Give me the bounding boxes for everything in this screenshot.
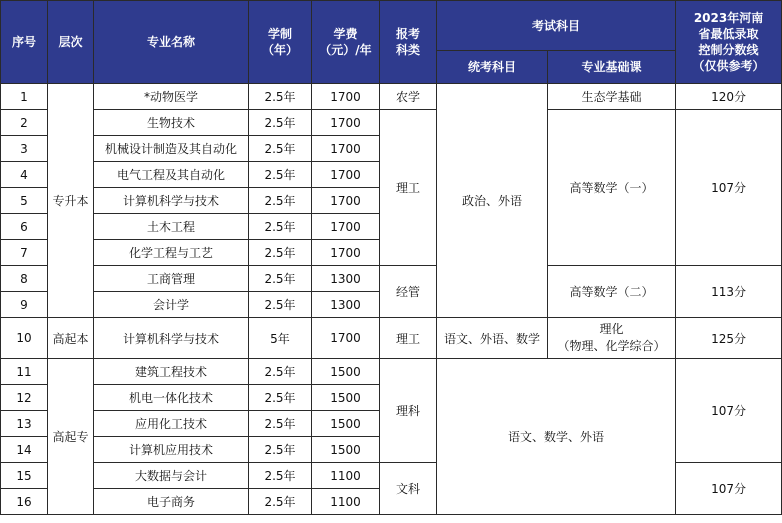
header-exam-subjects: 考试科目	[437, 1, 676, 51]
cell-category-liberal: 文科	[380, 463, 437, 515]
cell-fee: 1700	[312, 188, 380, 214]
header-duration-line1: 学制	[267, 27, 292, 41]
cell-score-11-14: 107分	[676, 359, 782, 463]
cell-major: 土木工程	[94, 214, 249, 240]
header-basic-course: 专业基础课	[548, 51, 676, 84]
header-tuition-line2: （元）/年	[319, 43, 372, 57]
table-row	[1, 84, 782, 110]
cell-fee: 1700	[312, 162, 380, 188]
cell-no: 2	[1, 110, 48, 136]
cell-no: 5	[1, 188, 48, 214]
cell-fee: 1700	[312, 110, 380, 136]
table-row	[1, 110, 782, 136]
cell-duration: 2.5年	[249, 266, 312, 292]
cell-no: 14	[1, 437, 48, 463]
cell-no: 1	[1, 84, 48, 110]
cell-duration: 2.5年	[249, 162, 312, 188]
cell-no: 3	[1, 136, 48, 162]
cell-duration: 5年	[249, 318, 312, 359]
cell-no: 12	[1, 385, 48, 411]
cell-fee: 1700	[312, 240, 380, 266]
header-duration-line2: （年）	[261, 43, 298, 57]
cell-basic-ecology: 生态学基础	[548, 84, 676, 110]
cell-duration: 2.5年	[249, 463, 312, 489]
cell-fee: 1700	[312, 214, 380, 240]
cell-duration: 2.5年	[249, 110, 312, 136]
header-min-score	[676, 1, 782, 84]
table-row	[1, 266, 782, 292]
header-min-score-line3: 控制分数线	[698, 43, 759, 57]
header-min-score-line2: 省最低录取	[698, 27, 759, 41]
cell-score-10: 125分	[676, 318, 782, 359]
cell-major: 生物技术	[94, 110, 249, 136]
header-major: 专业名称	[94, 1, 249, 84]
cell-major: 计算机应用技术	[94, 437, 249, 463]
cell-major: 大数据与会计	[94, 463, 249, 489]
cell-category-agri: 农学	[380, 84, 437, 110]
cell-no: 7	[1, 240, 48, 266]
cell-major: 电气工程及其自动化	[94, 162, 249, 188]
cell-fee: 1300	[312, 292, 380, 318]
cell-unified-upgrade: 政治、外语	[437, 84, 548, 318]
header-duration	[249, 1, 312, 84]
cell-level-upgrade: 专升本	[48, 84, 94, 318]
cell-duration: 2.5年	[249, 437, 312, 463]
cell-duration: 2.5年	[249, 214, 312, 240]
cell-major: 化学工程与工艺	[94, 240, 249, 266]
cell-major: *动物医学	[94, 84, 249, 110]
cell-duration: 2.5年	[249, 240, 312, 266]
cell-duration: 2.5年	[249, 188, 312, 214]
cell-no: 10	[1, 318, 48, 359]
cell-duration: 2.5年	[249, 385, 312, 411]
cell-category-sci-eng-10: 理工	[380, 318, 437, 359]
cell-fee: 1700	[312, 136, 380, 162]
cell-fee: 1700	[312, 318, 380, 359]
cell-category-sci-eng: 理工	[380, 110, 437, 266]
cell-unified-hs-bachelor: 语文、外语、数学	[437, 318, 548, 359]
cell-fee: 1500	[312, 437, 380, 463]
cell-score-8-9: 113分	[676, 266, 782, 318]
cell-duration: 2.5年	[249, 136, 312, 162]
cell-duration: 2.5年	[249, 489, 312, 515]
table-row	[1, 318, 782, 359]
cell-no: 15	[1, 463, 48, 489]
header-min-score-line4: （仅供参考）	[692, 59, 765, 73]
cell-no: 16	[1, 489, 48, 515]
cell-no: 4	[1, 162, 48, 188]
cell-basic-math2: 高等数学（二）	[548, 266, 676, 318]
cell-no: 11	[1, 359, 48, 385]
cell-fee: 1500	[312, 359, 380, 385]
cell-major: 计算机科学与技术	[94, 188, 249, 214]
header-row	[1, 1, 782, 51]
cell-duration: 2.5年	[249, 84, 312, 110]
cell-no: 6	[1, 214, 48, 240]
cell-fee: 1500	[312, 385, 380, 411]
cell-major: 工商管理	[94, 266, 249, 292]
cell-major: 机电一体化技术	[94, 385, 249, 411]
cell-level-hs-bachelor: 高起本	[48, 318, 94, 359]
header-category	[380, 1, 437, 84]
cell-no: 9	[1, 292, 48, 318]
header-category-line1: 报考	[395, 27, 420, 41]
header-tuition	[312, 1, 380, 84]
cell-score-2-7: 107分	[676, 110, 782, 266]
cell-category-econ-mgmt: 经管	[380, 266, 437, 318]
physchem-line2: （物理、化学综合）	[557, 339, 666, 353]
cell-duration: 2.5年	[249, 292, 312, 318]
header-min-score-line1: 2023年河南	[693, 11, 764, 25]
table-row	[1, 359, 782, 385]
cell-major: 机械设计制造及其自动化	[94, 136, 249, 162]
header-category-line2: 科类	[395, 43, 420, 57]
cell-unified-hs-college: 语文、数学、外语	[437, 359, 676, 515]
cell-duration: 2.5年	[249, 359, 312, 385]
cell-major: 应用化工技术	[94, 411, 249, 437]
header-tuition-line1: 学费	[333, 27, 358, 41]
cell-level-hs-college: 高起专	[48, 359, 94, 515]
cell-duration: 2.5年	[249, 411, 312, 437]
cell-fee: 1500	[312, 411, 380, 437]
cell-major: 会计学	[94, 292, 249, 318]
cell-basic-math1: 高等数学（一）	[548, 110, 676, 266]
cell-fee: 1100	[312, 489, 380, 515]
cell-category-science: 理科	[380, 359, 437, 463]
header-index: 序号	[1, 1, 48, 84]
cell-fee: 1300	[312, 266, 380, 292]
cell-score-1: 120分	[676, 84, 782, 110]
cell-major: 建筑工程技术	[94, 359, 249, 385]
header-level: 层次	[48, 1, 94, 84]
header-unified-exam: 统考科目	[437, 51, 548, 84]
cell-no: 13	[1, 411, 48, 437]
cell-basic-physchem	[548, 318, 676, 359]
cell-no: 8	[1, 266, 48, 292]
cell-fee: 1700	[312, 84, 380, 110]
cell-major: 计算机科学与技术	[94, 318, 249, 359]
physchem-line1: 理化	[599, 322, 624, 336]
cell-major: 电子商务	[94, 489, 249, 515]
cell-score-15-16: 107分	[676, 463, 782, 515]
cell-fee: 1100	[312, 463, 380, 489]
